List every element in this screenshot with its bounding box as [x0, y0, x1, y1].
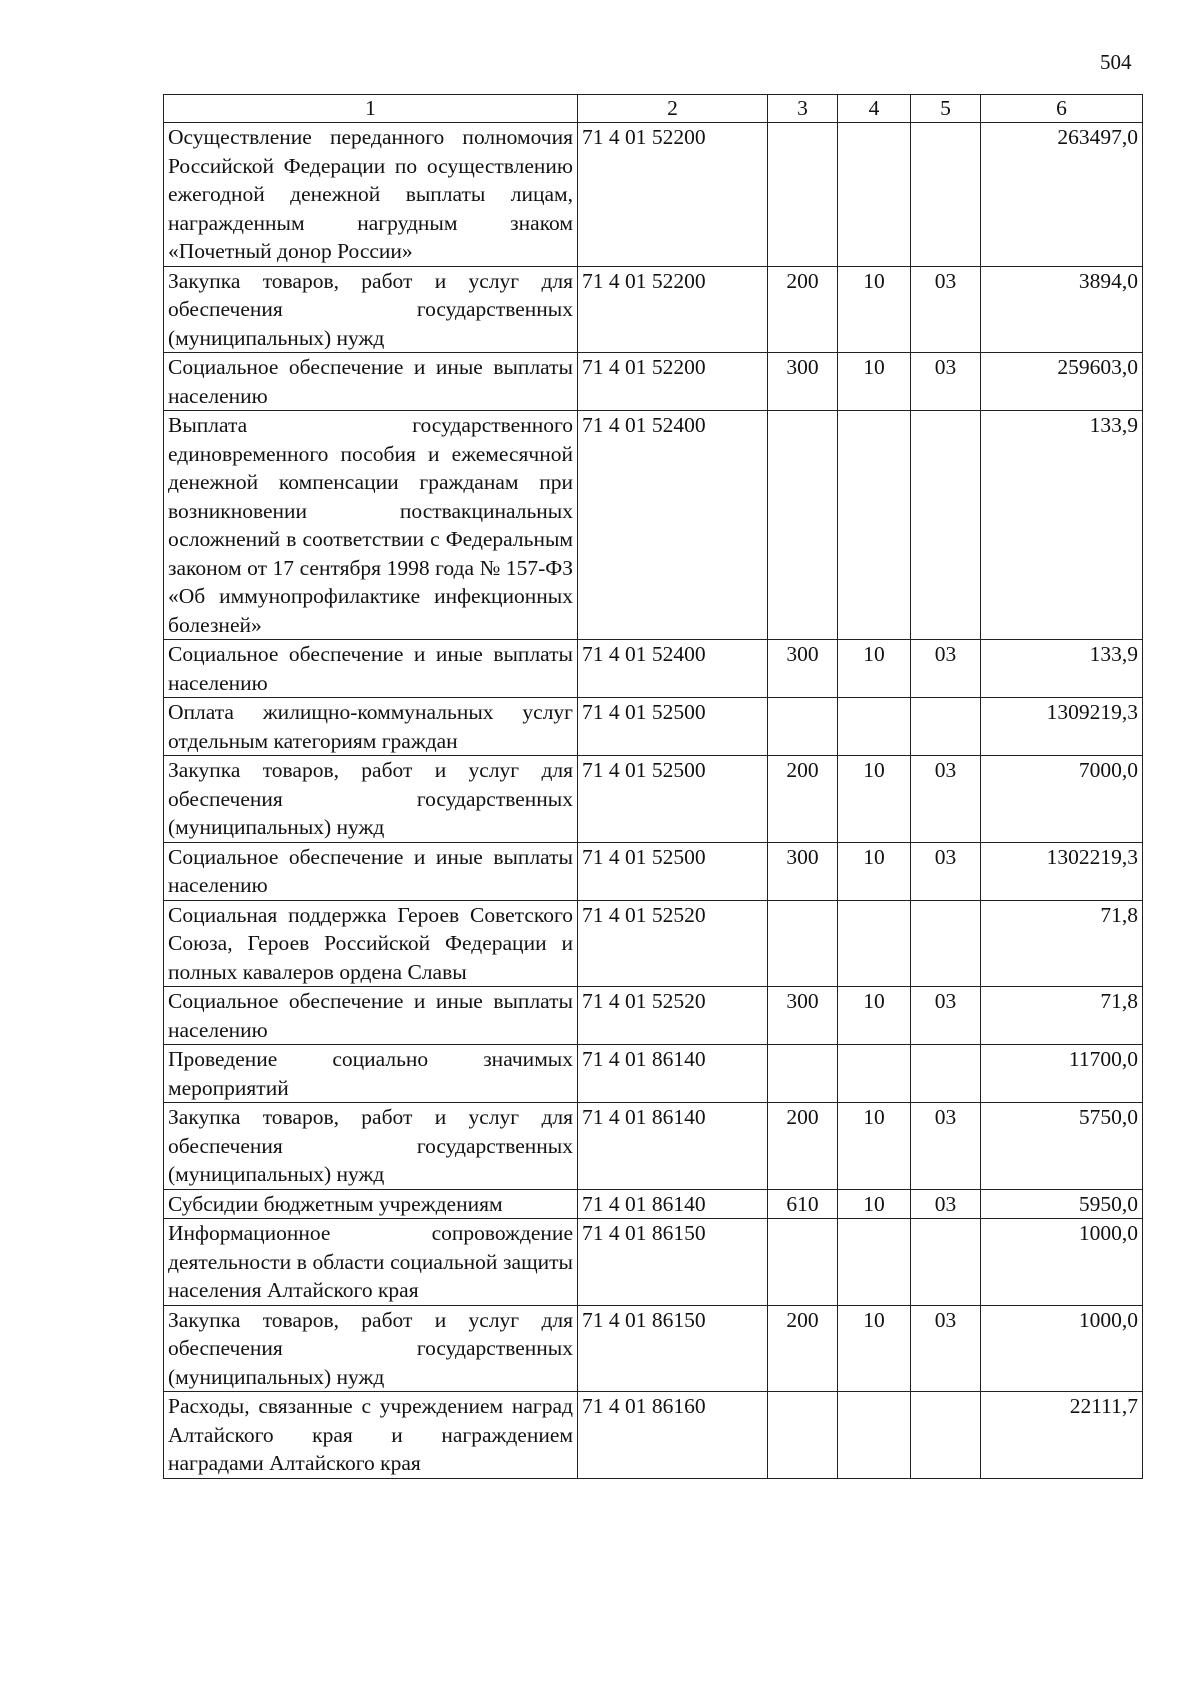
expense-name-cell: Социальное обеспечение и иные выплаты населению: [164, 842, 578, 900]
expense-type-code-cell: 300: [768, 842, 838, 900]
classification-code-cell: 71 4 01 52400: [578, 411, 768, 640]
expense-name-cell: Социальное обеспечение и иные выплаты населению: [164, 640, 578, 698]
section-code-cell: 10: [838, 756, 911, 843]
amount-cell: 263497,0: [981, 123, 1143, 267]
table-row: [164, 987, 1143, 1045]
column-header: 4: [838, 95, 911, 123]
subsection-code-cell: [911, 411, 981, 640]
classification-code-cell: 71 4 01 52200: [578, 353, 768, 411]
classification-code-cell: 71 4 01 52200: [578, 123, 768, 267]
expense-type-code-cell: 200: [768, 1305, 838, 1392]
section-code-cell: 10: [838, 987, 911, 1045]
subsection-code-cell: 03: [911, 1189, 981, 1219]
expense-name-cell: Закупка товаров, работ и услуг для обеспечения государственных (муниципальных) нужд: [164, 266, 578, 353]
classification-code-cell: 71 4 01 52500: [578, 698, 768, 756]
subsection-code-cell: 03: [911, 1305, 981, 1392]
expense-type-code-cell: 200: [768, 1103, 838, 1190]
column-header: 1: [164, 95, 578, 123]
table-row: [164, 1219, 1143, 1306]
table-row: [164, 698, 1143, 756]
section-code-cell: 10: [838, 1189, 911, 1219]
expense-name-cell: Информационное сопровождение деятельности в области социальной защиты населения Алтайского края: [164, 1219, 578, 1306]
expense-type-code-cell: 300: [768, 353, 838, 411]
amount-cell: 133,9: [981, 640, 1143, 698]
section-code-cell: 10: [838, 640, 911, 698]
table-row: [164, 1189, 1143, 1219]
expense-name-cell: Закупка товаров, работ и услуг для обеспечения государственных (муниципальных) нужд: [164, 1103, 578, 1190]
section-code-cell: [838, 123, 911, 267]
expense-name-cell: Закупка товаров, работ и услуг для обеспечения государственных (муниципальных) нужд: [164, 1305, 578, 1392]
subsection-code-cell: [911, 1219, 981, 1306]
subsection-code-cell: [911, 900, 981, 987]
amount-cell: 7000,0: [981, 756, 1143, 843]
subsection-code-cell: 03: [911, 266, 981, 353]
expense-name-cell: Социальная поддержка Героев Советского Союза, Героев Российской Федерации и полных кавалеров ордена Славы: [164, 900, 578, 987]
expense-name-cell: Осуществление переданного полномочия Российской Федерации по осуществлению ежегодной денежной выплаты лицам, награжденным нагрудным знаком «Почетный донор России»: [164, 123, 578, 267]
section-code-cell: 10: [838, 1103, 911, 1190]
budget-table: [163, 94, 1143, 1479]
subsection-code-cell: [911, 123, 981, 267]
classification-code-cell: 71 4 01 86140: [578, 1045, 768, 1103]
column-header: 3: [768, 95, 838, 123]
amount-cell: 5950,0: [981, 1189, 1143, 1219]
amount-cell: 11700,0: [981, 1045, 1143, 1103]
table-row: [164, 1392, 1143, 1479]
section-code-cell: [838, 1392, 911, 1479]
expense-name-cell: Субсидии бюджетным учреждениям: [164, 1189, 578, 1219]
subsection-code-cell: 03: [911, 353, 981, 411]
section-code-cell: 10: [838, 842, 911, 900]
table-row: [164, 842, 1143, 900]
column-header: 5: [911, 95, 981, 123]
expense-type-code-cell: 300: [768, 987, 838, 1045]
section-code-cell: 10: [838, 353, 911, 411]
column-header: 2: [578, 95, 768, 123]
table-row: [164, 1103, 1143, 1190]
amount-cell: 3894,0: [981, 266, 1143, 353]
expense-type-code-cell: 300: [768, 640, 838, 698]
table-row: [164, 640, 1143, 698]
expense-type-code-cell: [768, 123, 838, 267]
classification-code-cell: 71 4 01 86150: [578, 1219, 768, 1306]
amount-cell: 71,8: [981, 900, 1143, 987]
amount-cell: 71,8: [981, 987, 1143, 1045]
table-header-row: [164, 95, 1143, 123]
expense-name-cell: Социальное обеспечение и иные выплаты населению: [164, 353, 578, 411]
table-row: [164, 900, 1143, 987]
amount-cell: 22111,7: [981, 1392, 1143, 1479]
expense-name-cell: Расходы, связанные с учреждением наград Алтайского края и награждением наградами Алтайского края: [164, 1392, 578, 1479]
table-row: [164, 1045, 1143, 1103]
table-row: [164, 266, 1143, 353]
amount-cell: 133,9: [981, 411, 1143, 640]
subsection-code-cell: 03: [911, 842, 981, 900]
expense-type-code-cell: 200: [768, 756, 838, 843]
expense-name-cell: Выплата государственного единовременного пособия и ежемесячной денежной компенсации гражданам при возникновении поствакцинальных осложнений в соответствии с Федеральным законом от 17 сентября 1998 года № 157-ФЗ «Об иммунопрофилактике инфекционных болезней»: [164, 411, 578, 640]
classification-code-cell: 71 4 01 52500: [578, 756, 768, 843]
section-code-cell: [838, 900, 911, 987]
expense-type-code-cell: [768, 900, 838, 987]
section-code-cell: 10: [838, 266, 911, 353]
subsection-code-cell: [911, 1392, 981, 1479]
section-code-cell: [838, 1219, 911, 1306]
subsection-code-cell: [911, 698, 981, 756]
table-row: [164, 123, 1143, 267]
classification-code-cell: 71 4 01 52500: [578, 842, 768, 900]
classification-code-cell: 71 4 01 52520: [578, 987, 768, 1045]
amount-cell: 5750,0: [981, 1103, 1143, 1190]
expense-type-code-cell: [768, 1219, 838, 1306]
subsection-code-cell: [911, 1045, 981, 1103]
page-number: 504: [1100, 50, 1132, 74]
table-row: [164, 411, 1143, 640]
expense-type-code-cell: [768, 411, 838, 640]
amount-cell: 1000,0: [981, 1219, 1143, 1306]
amount-cell: 1309219,3: [981, 698, 1143, 756]
section-code-cell: 10: [838, 1305, 911, 1392]
amount-cell: 259603,0: [981, 353, 1143, 411]
subsection-code-cell: 03: [911, 640, 981, 698]
expense-type-code-cell: [768, 698, 838, 756]
table-row: [164, 353, 1143, 411]
classification-code-cell: 71 4 01 86160: [578, 1392, 768, 1479]
expense-name-cell: Социальное обеспечение и иные выплаты населению: [164, 987, 578, 1045]
expense-type-code-cell: 200: [768, 266, 838, 353]
classification-code-cell: 71 4 01 52400: [578, 640, 768, 698]
classification-code-cell: 71 4 01 52200: [578, 266, 768, 353]
expense-type-code-cell: [768, 1045, 838, 1103]
amount-cell: 1302219,3: [981, 842, 1143, 900]
subsection-code-cell: 03: [911, 987, 981, 1045]
table-row: [164, 1305, 1143, 1392]
section-code-cell: [838, 698, 911, 756]
table-row: [164, 756, 1143, 843]
classification-code-cell: 71 4 01 86140: [578, 1189, 768, 1219]
classification-code-cell: 71 4 01 86140: [578, 1103, 768, 1190]
expense-name-cell: Закупка товаров, работ и услуг для обеспечения государственных (муниципальных) нужд: [164, 756, 578, 843]
amount-cell: 1000,0: [981, 1305, 1143, 1392]
subsection-code-cell: 03: [911, 756, 981, 843]
expense-name-cell: Оплата жилищно-коммунальных услуг отдельным категориям граждан: [164, 698, 578, 756]
classification-code-cell: 71 4 01 52520: [578, 900, 768, 987]
section-code-cell: [838, 1045, 911, 1103]
expense-name-cell: Проведение социально значимых мероприятий: [164, 1045, 578, 1103]
expense-type-code-cell: [768, 1392, 838, 1479]
section-code-cell: [838, 411, 911, 640]
column-header: 6: [981, 95, 1143, 123]
classification-code-cell: 71 4 01 86150: [578, 1305, 768, 1392]
expense-type-code-cell: 610: [768, 1189, 838, 1219]
subsection-code-cell: 03: [911, 1103, 981, 1190]
